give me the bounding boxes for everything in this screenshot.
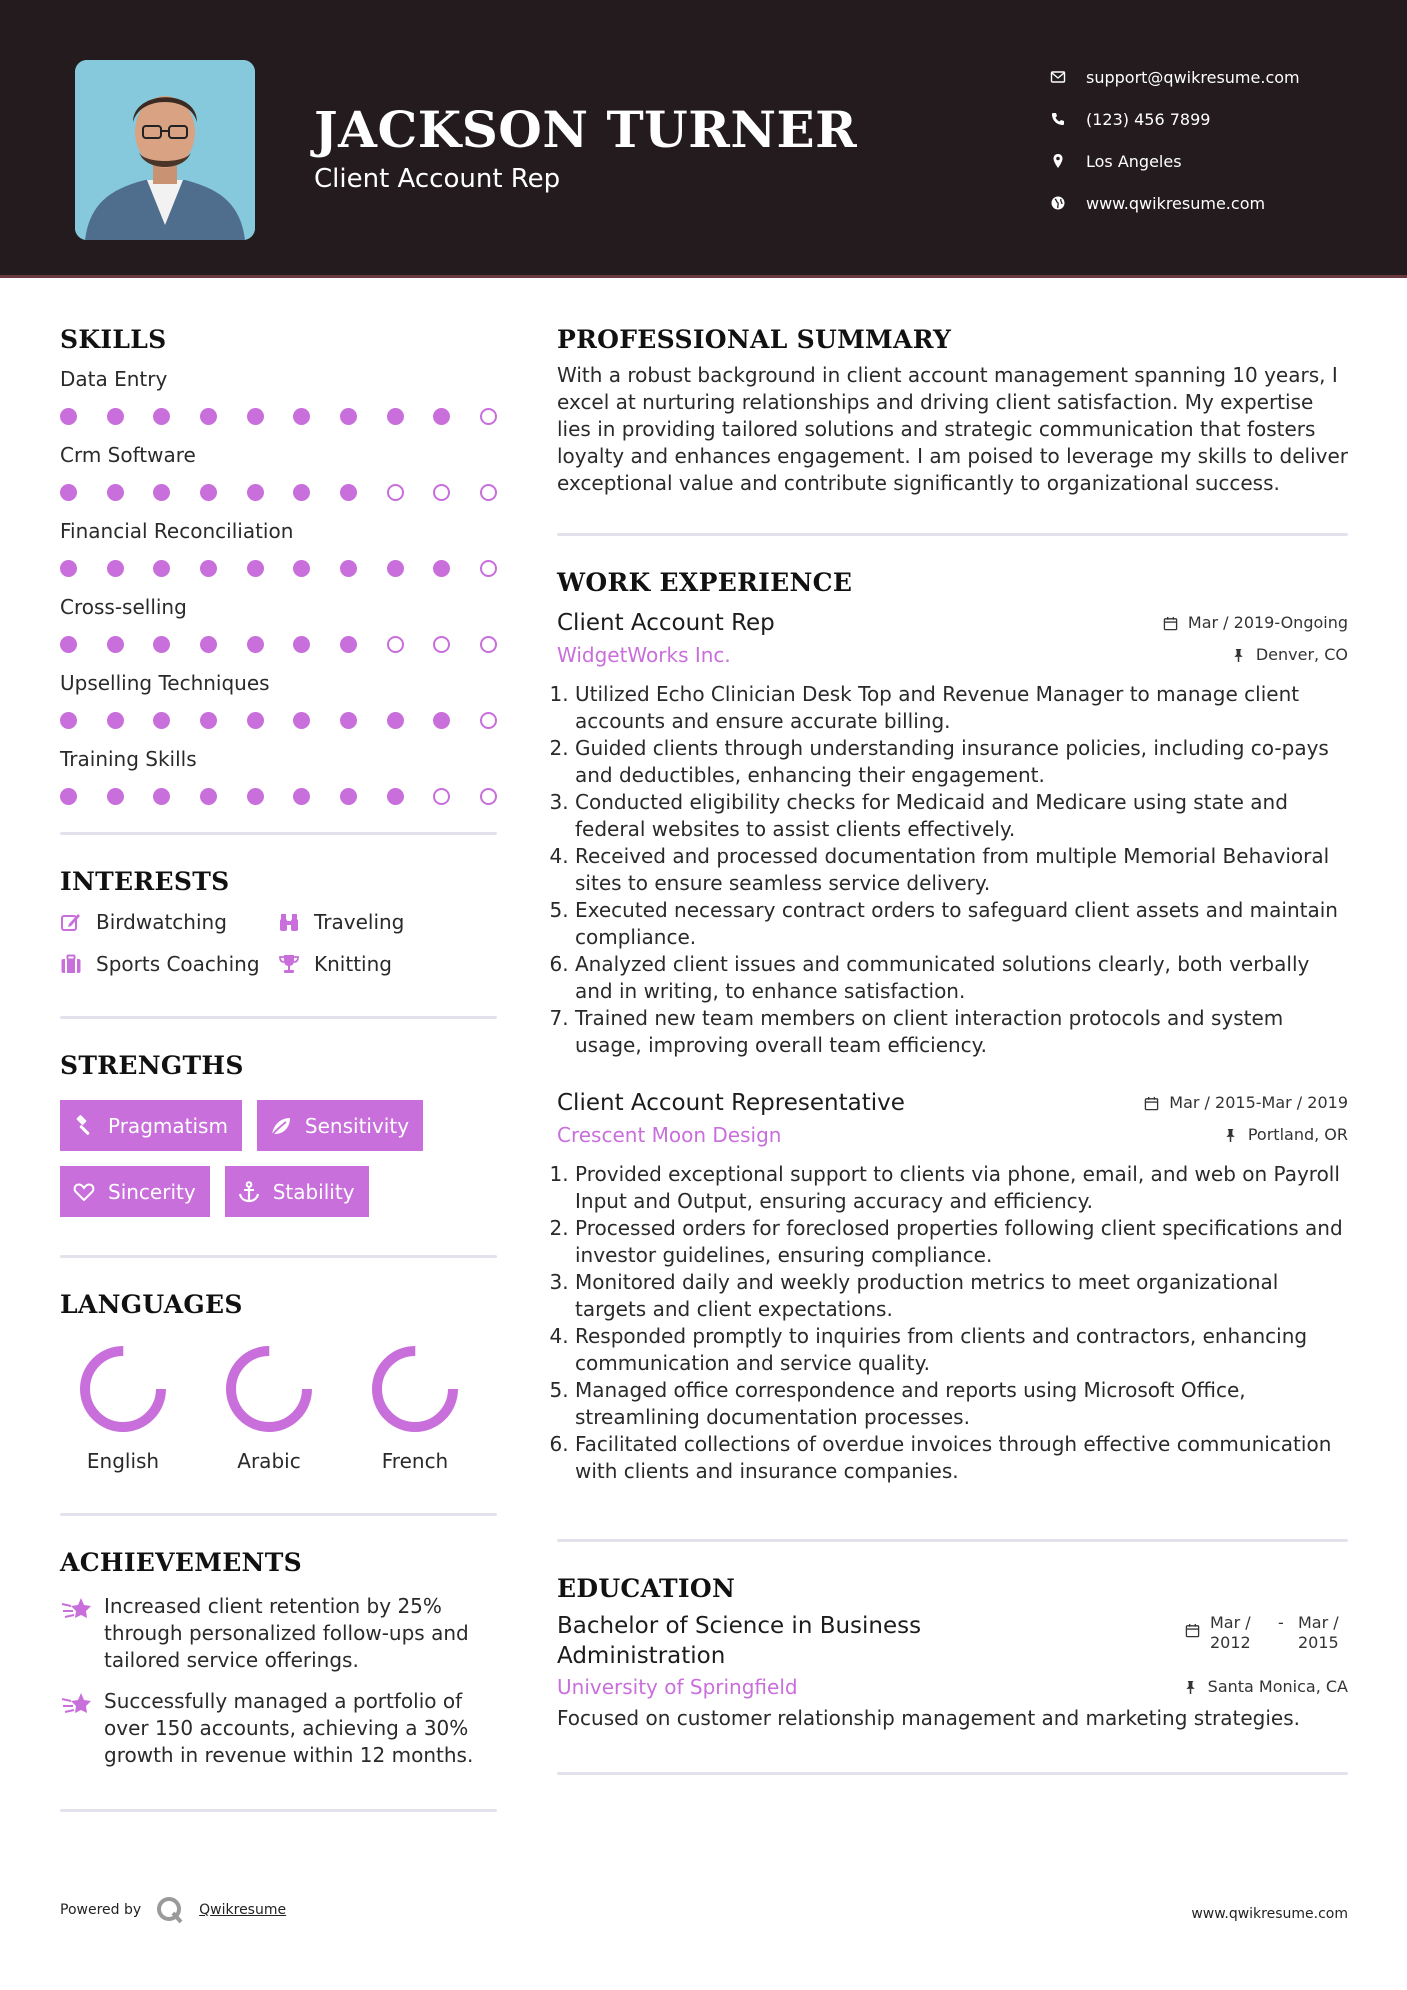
job-dates: [1144, 1087, 1348, 1119]
skill-dot-filled: [387, 408, 404, 425]
section-divider: [557, 1539, 1348, 1542]
summary-text: With a robust background in client account management spanning 10 years, I excel at nurturing relationships and driving client satisfaction. My expertise lies in providing tailored solutions and strategic communication that fosters loyalty and enhances engagement. I am poised to leverage my skills to deliver exceptional value and contribute significantly to organizational success.: [557, 363, 1349, 495]
section-divider: [60, 1016, 497, 1019]
language-progress-ring: [219, 1339, 319, 1439]
skill-dot-empty: [480, 484, 497, 501]
skill-dot-filled: [153, 636, 170, 653]
skills-title: SKILLS: [60, 325, 167, 354]
candidate-role: Client Account Rep: [314, 164, 561, 194]
strength-label: Pragmatism: [108, 1113, 228, 1138]
skill-name: Cross-selling: [60, 595, 187, 619]
contact-phone-text: (123) 456 7899: [1086, 109, 1211, 129]
binoculars-icon: [278, 911, 300, 933]
pencil-square-icon: [60, 911, 82, 933]
job-duty-item: 6. Facilitated collections of overdue invoices through effective communication with clients and insurance companies.: [575, 1431, 1348, 1485]
skill-dot-empty: [480, 408, 497, 425]
skill-dot-filled: [340, 636, 357, 653]
job-duty-item: 6. Analyzed client issues and communicated solutions clearly, both verbally and in writing, to enhance satisfaction.: [575, 951, 1348, 1005]
language-progress-arc: [231, 1351, 307, 1427]
strength-tag: [257, 1100, 423, 1151]
calendar-icon: [1144, 1096, 1159, 1111]
strength-tag: [60, 1100, 242, 1151]
job-duty-item: 4. Responded promptly to inquiries from clients and contractors, enhancing communication and service quality.: [575, 1323, 1348, 1377]
job-header: [557, 1087, 1348, 1119]
skill-dot-filled: [200, 408, 217, 425]
skill-dot-empty: [387, 484, 404, 501]
skills-list: [60, 362, 497, 816]
education-title: EDUCATION: [557, 1574, 736, 1603]
skill-dot-filled: [200, 788, 217, 805]
trophy-icon: [278, 953, 300, 975]
strength-label: Sincerity: [108, 1179, 196, 1204]
interest-label: Traveling: [314, 910, 405, 934]
job-duty-item: 3. Monitored daily and weekly production metrics to meet organizational targets and client expectations.: [575, 1269, 1348, 1323]
skill-dot-empty: [387, 636, 404, 653]
skill-dot-filled: [107, 484, 124, 501]
section-divider: [557, 533, 1348, 536]
skill-dot-filled: [340, 484, 357, 501]
skill-dot-filled: [60, 788, 77, 805]
skill-dot-filled: [153, 712, 170, 729]
job-header: [557, 607, 1348, 639]
skill-dot-empty: [480, 636, 497, 653]
skill-dot-filled: [433, 408, 450, 425]
contact-list: [1050, 56, 1380, 224]
achievement-text: Successfully managed a portfolio of over 150 accounts, achieving a 30% growth in revenue within 12 months.: [104, 1689, 474, 1767]
heart-icon: [72, 1180, 96, 1204]
job-duty-item: 4. Received and processed documentation from multiple Memorial Behavioral sites to ensure seamless service delivery.: [575, 843, 1348, 897]
contact-website-text: www.qwikresume.com: [1086, 193, 1266, 213]
skill-dot-filled: [200, 712, 217, 729]
job-duty-item: 1. Provided exceptional support to clients via phone, email, and web on Payroll Input and Output, ensuring accuracy and efficiency.: [575, 1161, 1348, 1215]
skill-dot-filled: [387, 712, 404, 729]
interests-title: INTERESTS: [60, 867, 230, 896]
skill-dot-filled: [340, 408, 357, 425]
globe-icon: [1050, 195, 1086, 211]
skill-dot-empty: [480, 788, 497, 805]
skill-dot-filled: [153, 560, 170, 577]
job-subheader: [557, 639, 1348, 671]
skill-dot-filled: [433, 712, 450, 729]
company-name: WidgetWorks Inc.: [557, 643, 731, 667]
calendar-icon: [1163, 616, 1178, 631]
skill-dot-filled: [340, 560, 357, 577]
skill-rating: [60, 396, 497, 436]
language-progress-arc: [377, 1351, 453, 1427]
shooting-star-icon: [60, 1594, 94, 1624]
strength-tag: [60, 1166, 210, 1217]
education-subheader: [557, 1671, 1348, 1703]
education-end: Mar / 2015: [1298, 1613, 1339, 1652]
interest-item: [60, 952, 278, 976]
job-duty-item: 7. Trained new team members on client interaction protocols and system usage, improving overall team efficiency.: [575, 1005, 1348, 1059]
interest-label: Sports Coaching: [96, 952, 260, 976]
skill-dot-filled: [60, 408, 77, 425]
skill-dot-empty: [433, 788, 450, 805]
skill-dot-filled: [247, 484, 264, 501]
job-duty-item: 3. Conducted eligibility checks for Medicaid and Medicare using state and federal websites to assist clients effectively.: [575, 789, 1348, 843]
shooting-star-icon: [60, 1689, 94, 1719]
qwikresume-link[interactable]: Qwikresume: [199, 1902, 287, 1918]
skill-name: Upselling Techniques: [60, 671, 270, 695]
job-duty-item: 1. Utilized Echo Clinician Desk Top and Revenue Manager to manage client accounts and ensure accurate billing.: [575, 681, 1348, 735]
footer-website[interactable]: www.qwikresume.com: [1191, 1906, 1348, 1922]
job-location: [1223, 1119, 1348, 1151]
strength-label: Stability: [272, 1179, 355, 1204]
resume-header: [0, 0, 1407, 277]
phone-icon: [1050, 111, 1086, 127]
skill-name: Crm Software: [60, 443, 196, 467]
skill-rating: [60, 624, 497, 664]
job-duty-item: 5. Executed necessary contract orders to safeguard client assets and maintain compliance.: [575, 897, 1348, 951]
candidate-name: JACKSON TURNER: [314, 100, 858, 159]
skill-dot-filled: [340, 712, 357, 729]
achievement-text: Increased client retention by 25% through personalized follow-ups and tailored service offerings.: [104, 1594, 469, 1672]
skill-dot-filled: [107, 636, 124, 653]
job-title: Client Account Rep: [557, 610, 775, 636]
skill-dot-filled: [340, 788, 357, 805]
education-start: Mar / 2012: [1210, 1613, 1251, 1652]
skill-dot-filled: [293, 560, 310, 577]
section-divider: [60, 832, 497, 835]
job-entry: [557, 1087, 1348, 1485]
job-duty-item: 2. Guided clients through understanding insurance policies, including co-pays and deductibles, enhancing their engagement.: [575, 735, 1348, 789]
language-progress-arc: [85, 1351, 161, 1427]
skill-dot-filled: [293, 636, 310, 653]
job-location-text: Denver, CO: [1255, 645, 1348, 664]
job-duty-item: 2. Processed orders for foreclosed properties following client specifications and investor guidelines, ensuring compliance.: [575, 1215, 1348, 1269]
interest-label: Birdwatching: [96, 910, 227, 934]
skill-dot-filled: [247, 408, 264, 425]
contact-website[interactable]: [1050, 182, 1380, 224]
achievement-item: [60, 1593, 497, 1674]
section-divider: [60, 1513, 497, 1516]
skill-dot-empty: [433, 636, 450, 653]
footer-powered-by: [60, 1895, 286, 1925]
languages-title: LANGUAGES: [60, 1290, 243, 1319]
skill-dot-filled: [247, 636, 264, 653]
education-location-text: Santa Monica, CA: [1207, 1677, 1348, 1696]
contact-email-text: support@qwikresume.com: [1086, 67, 1300, 87]
skill-dot-filled: [387, 560, 404, 577]
pushpin-icon: [1223, 1128, 1238, 1143]
job-duties-list: [557, 681, 1348, 1059]
strengths-title: STRENGTHS: [60, 1051, 244, 1080]
school-name: University of Springfield: [557, 1675, 798, 1699]
skill-dot-filled: [293, 712, 310, 729]
strengths-list: [60, 1100, 497, 1217]
language-item: [206, 1339, 332, 1473]
skill-dot-filled: [200, 484, 217, 501]
education-description: Focused on customer relationship management and marketing strategies.: [557, 1706, 1300, 1730]
skill-name: Data Entry: [60, 367, 168, 391]
interest-item: [60, 910, 278, 934]
skill-rating: [60, 472, 497, 512]
skill-dot-filled: [107, 560, 124, 577]
qwikresume-logo-icon: [155, 1895, 185, 1925]
achievement-item: [60, 1688, 497, 1769]
calendar-icon: [1185, 1623, 1200, 1638]
skill-name: Training Skills: [60, 747, 197, 771]
skill-dot-filled: [293, 408, 310, 425]
contact-email[interactable]: [1050, 56, 1380, 98]
skill-rating: [60, 776, 497, 816]
degree-name: Bachelor of Science in Business Administration: [557, 1613, 922, 1669]
languages-list: [60, 1339, 497, 1473]
interest-label: Knitting: [314, 952, 392, 976]
job-dates-text: Mar / 2015-Mar / 2019: [1169, 1093, 1348, 1112]
summary-section: [557, 320, 1348, 497]
education-location: [1183, 1671, 1348, 1703]
job-duty-item: 5. Managed office correspondence and reports using Microsoft Office, streamlining documentation processes.: [575, 1377, 1348, 1431]
skill-dot-empty: [480, 560, 497, 577]
skill-dot-filled: [153, 788, 170, 805]
interests-list: [60, 910, 497, 976]
skill-dot-filled: [107, 408, 124, 425]
powered-by-text: Powered by: [60, 1902, 142, 1918]
language-progress-ring: [365, 1339, 465, 1439]
job-dates: [1163, 607, 1348, 639]
skill-dot-filled: [247, 560, 264, 577]
pushpin-icon: [1231, 648, 1246, 663]
education-header: [557, 1611, 1348, 1671]
strength-label: Sensitivity: [304, 1113, 410, 1138]
skills-section: [60, 320, 497, 816]
skill-dot-filled: [200, 636, 217, 653]
briefcase-icon: [60, 953, 82, 975]
pushpin-icon: [1183, 1680, 1198, 1695]
section-divider: [60, 1255, 497, 1258]
job-entry: [557, 607, 1348, 1059]
job-title: Client Account Representative: [557, 1090, 905, 1116]
contact-location: [1050, 140, 1380, 182]
contact-phone[interactable]: [1050, 98, 1380, 140]
achievements-title: ACHIEVEMENTS: [60, 1548, 302, 1577]
company-name: Crescent Moon Design: [557, 1123, 782, 1147]
skill-dot-filled: [60, 712, 77, 729]
language-name: Arabic: [237, 1449, 301, 1473]
skill-dot-filled: [433, 560, 450, 577]
skill-dot-filled: [247, 788, 264, 805]
skill-dot-filled: [60, 560, 77, 577]
leaf-icon: [269, 1114, 293, 1138]
skill-dot-filled: [387, 788, 404, 805]
job-subheader: [557, 1119, 1348, 1151]
section-divider: [60, 1809, 497, 1812]
contact-location-text: Los Angeles: [1086, 151, 1182, 171]
experience-section: [557, 563, 1348, 1485]
section-divider: [557, 1772, 1348, 1775]
languages-section: [60, 1285, 497, 1473]
skill-name: Financial Reconciliation: [60, 519, 294, 543]
strengths-section: [60, 1046, 497, 1217]
anchor-icon: [237, 1180, 261, 1204]
education-dates: Mar / 2012 - Mar / 2015: [1185, 1613, 1348, 1653]
summary-title: PROFESSIONAL SUMMARY: [557, 325, 952, 354]
skill-dot-filled: [293, 788, 310, 805]
location-pin-icon: [1050, 153, 1086, 169]
interest-item: [278, 910, 497, 934]
interests-section: [60, 862, 497, 976]
skill-dot-filled: [60, 636, 77, 653]
skill-rating: [60, 548, 497, 588]
strength-tag: [225, 1166, 369, 1217]
job-duties-list: [557, 1161, 1348, 1485]
skill-dot-filled: [200, 560, 217, 577]
education-section: [557, 1569, 1348, 1732]
person-photo-icon: [75, 60, 255, 240]
left-column: [60, 320, 497, 1812]
skill-dot-filled: [153, 484, 170, 501]
skill-dot-filled: [107, 712, 124, 729]
skill-dot-filled: [153, 408, 170, 425]
right-column: [557, 320, 1348, 1775]
skill-dot-empty: [480, 712, 497, 729]
language-name: English: [86, 1449, 160, 1473]
skill-dot-filled: [60, 484, 77, 501]
experience-title: WORK EXPERIENCE: [557, 568, 853, 597]
header-divider: [0, 275, 1407, 278]
language-progress-ring: [73, 1339, 173, 1439]
language-name: French: [381, 1449, 449, 1473]
skill-dot-empty: [433, 484, 450, 501]
skill-rating: [60, 700, 497, 740]
achievements-section: [60, 1543, 497, 1769]
interest-item: [278, 952, 497, 976]
skill-dot-filled: [107, 788, 124, 805]
language-item: [352, 1339, 478, 1473]
skill-dot-filled: [247, 712, 264, 729]
skill-dot-filled: [293, 484, 310, 501]
job-location: [1231, 639, 1348, 671]
gavel-icon: [72, 1114, 96, 1138]
envelope-icon: [1050, 69, 1086, 85]
profile-photo: [75, 60, 255, 240]
job-location-text: Portland, OR: [1247, 1125, 1348, 1144]
language-item: [60, 1339, 186, 1473]
job-dates-text: Mar / 2019-Ongoing: [1187, 613, 1348, 632]
